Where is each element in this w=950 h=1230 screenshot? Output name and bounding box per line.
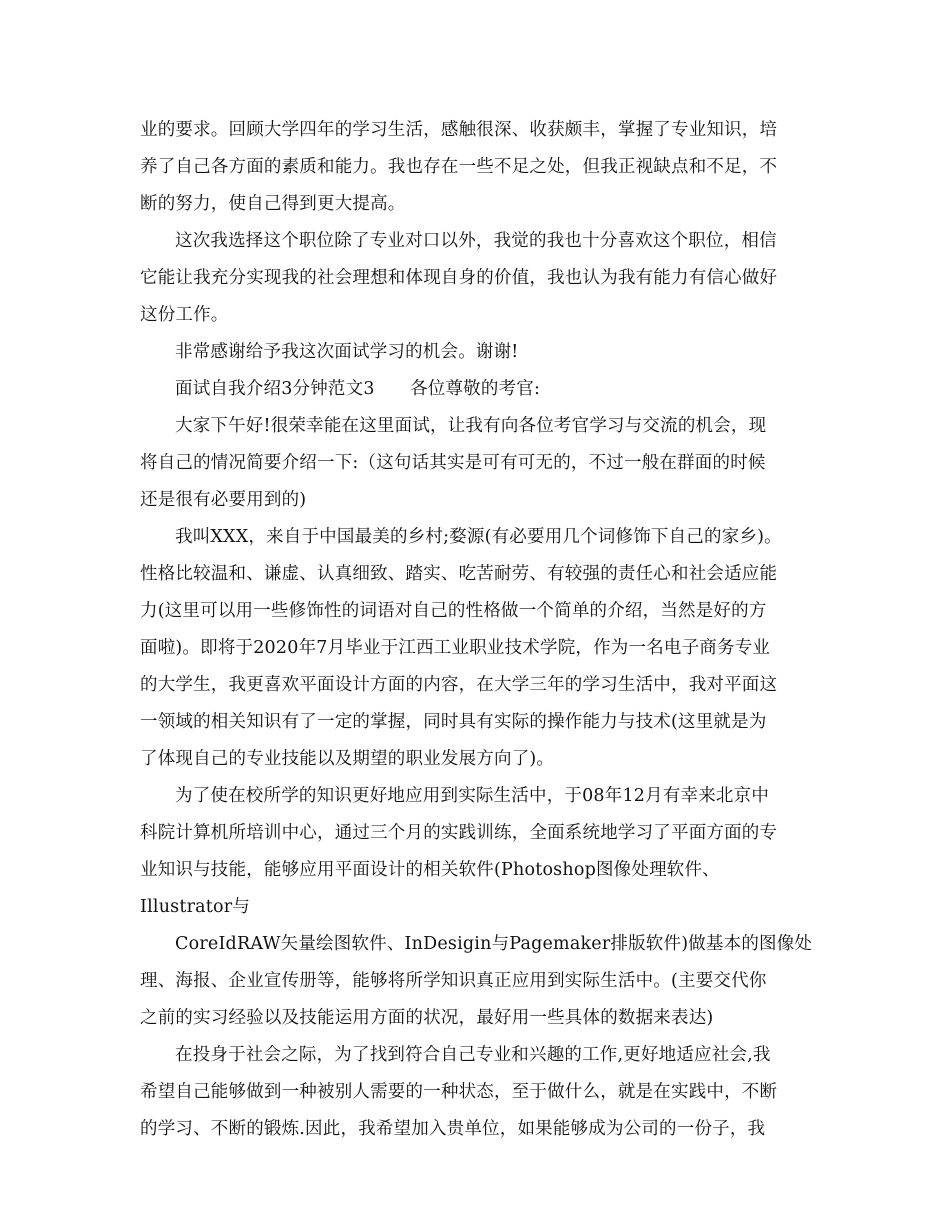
paragraph-line: 面啦)。即将于2020年7月毕业于江西工业职业技术学院，作为一名电子商务专业: [140, 638, 771, 658]
paragraph-line: 在投身于社会之际，为了找到符合自己专业和兴趣的工作,更好地适应社会,我: [175, 1045, 771, 1065]
paragraph-line: 力(这里可以用一些修饰性的词语对自己的性格做一个简单的介绍，当然是好的方: [140, 601, 767, 621]
paragraph-line: 养了自己各方面的素质和能力。我也存在一些不足之处，但我正视缺点和不足，不: [140, 157, 778, 177]
paragraph-line: 理、海报、企业宣传册等，能够将所学知识真正应用到实际生活中。(主要交代你: [140, 971, 767, 991]
paragraph-line: 希望自己能够做到一种被别人需要的一种状态，至于做什么，就是在实践中，不断: [140, 1082, 778, 1102]
paragraph-line: 之前的实习经验以及技能运用方面的状况，最好用一些具体的数据来表达): [140, 1008, 714, 1028]
paragraph-line: 将自己的情况简要介绍一下:（这句话其实是可有可无的，不过一般在群面的时候: [140, 453, 766, 473]
paragraph-line: 非常感谢给予我这次面试学习的机会。谢谢!: [175, 342, 519, 362]
section-heading: 面试自我介绍3分钟范文3 各位尊敬的考官:: [175, 379, 541, 399]
paragraph-line: 科院计算机所培训中心，通过三个月的实践训练，全面系统地学习了平面方面的专: [140, 823, 778, 843]
paragraph-line: 性格比较温和、谦虚、认真细致、踏实、吃苦耐劳、有较强的责任心和社会适应能: [140, 564, 778, 584]
paragraph-line: 这次我选择这个职位除了专业对口以外，我觉的我也十分喜欢这个职位，相信: [175, 231, 777, 251]
paragraph-line: 断的努力，使自己得到更大提高。: [140, 194, 406, 214]
paragraph-line: 大家下午好!很荣幸能在这里面试，让我有向各位考官学习与交流的机会，现: [175, 416, 767, 436]
paragraph-line: 这份工作。: [140, 305, 229, 325]
paragraph-line: Illustrator与: [140, 897, 251, 917]
paragraph-line: 它能让我充分实现我的社会理想和体现自身的价值，我也认为我有能力有信心做好: [140, 268, 778, 288]
paragraph-line: CoreIdRAW矢量绘图软件、InDesigin与Pagemaker排版软件)做基本的图像处: [175, 934, 813, 954]
paragraph-line: 为了使在校所学的知识更好地应用到实际生活中，于08年12月有幸来北京中: [175, 786, 770, 806]
paragraph-line: 业的要求。回顾大学四年的学习生活，感触很深、收获颇丰，掌握了专业知识，培: [140, 120, 778, 140]
paragraph-line: 的学习、不断的锻炼.因此，我希望加入贵单位，如果能够成为公司的一份子，我: [140, 1119, 766, 1139]
paragraph-line: 我叫XXX，来自于中国最美的乡村;婺源(有必要用几个词修饰下自己的家乡)。: [175, 527, 782, 547]
paragraph-line: 了体现自己的专业技能以及期望的职业发展方向了)。: [140, 749, 555, 769]
paragraph-line: 的大学生，我更喜欢平面设计方面的内容，在大学三年的学习生活中，我对平面这: [140, 675, 778, 695]
paragraph-line: 一领域的相关知识有了一定的掌握，同时具有实际的操作能力与技术(这里就是为: [140, 712, 767, 732]
paragraph-line: 业知识与技能，能够应用平面设计的相关软件(Photoshop图像处理软件、: [140, 860, 720, 880]
paragraph-line: 还是很有必要用到的): [140, 490, 307, 510]
